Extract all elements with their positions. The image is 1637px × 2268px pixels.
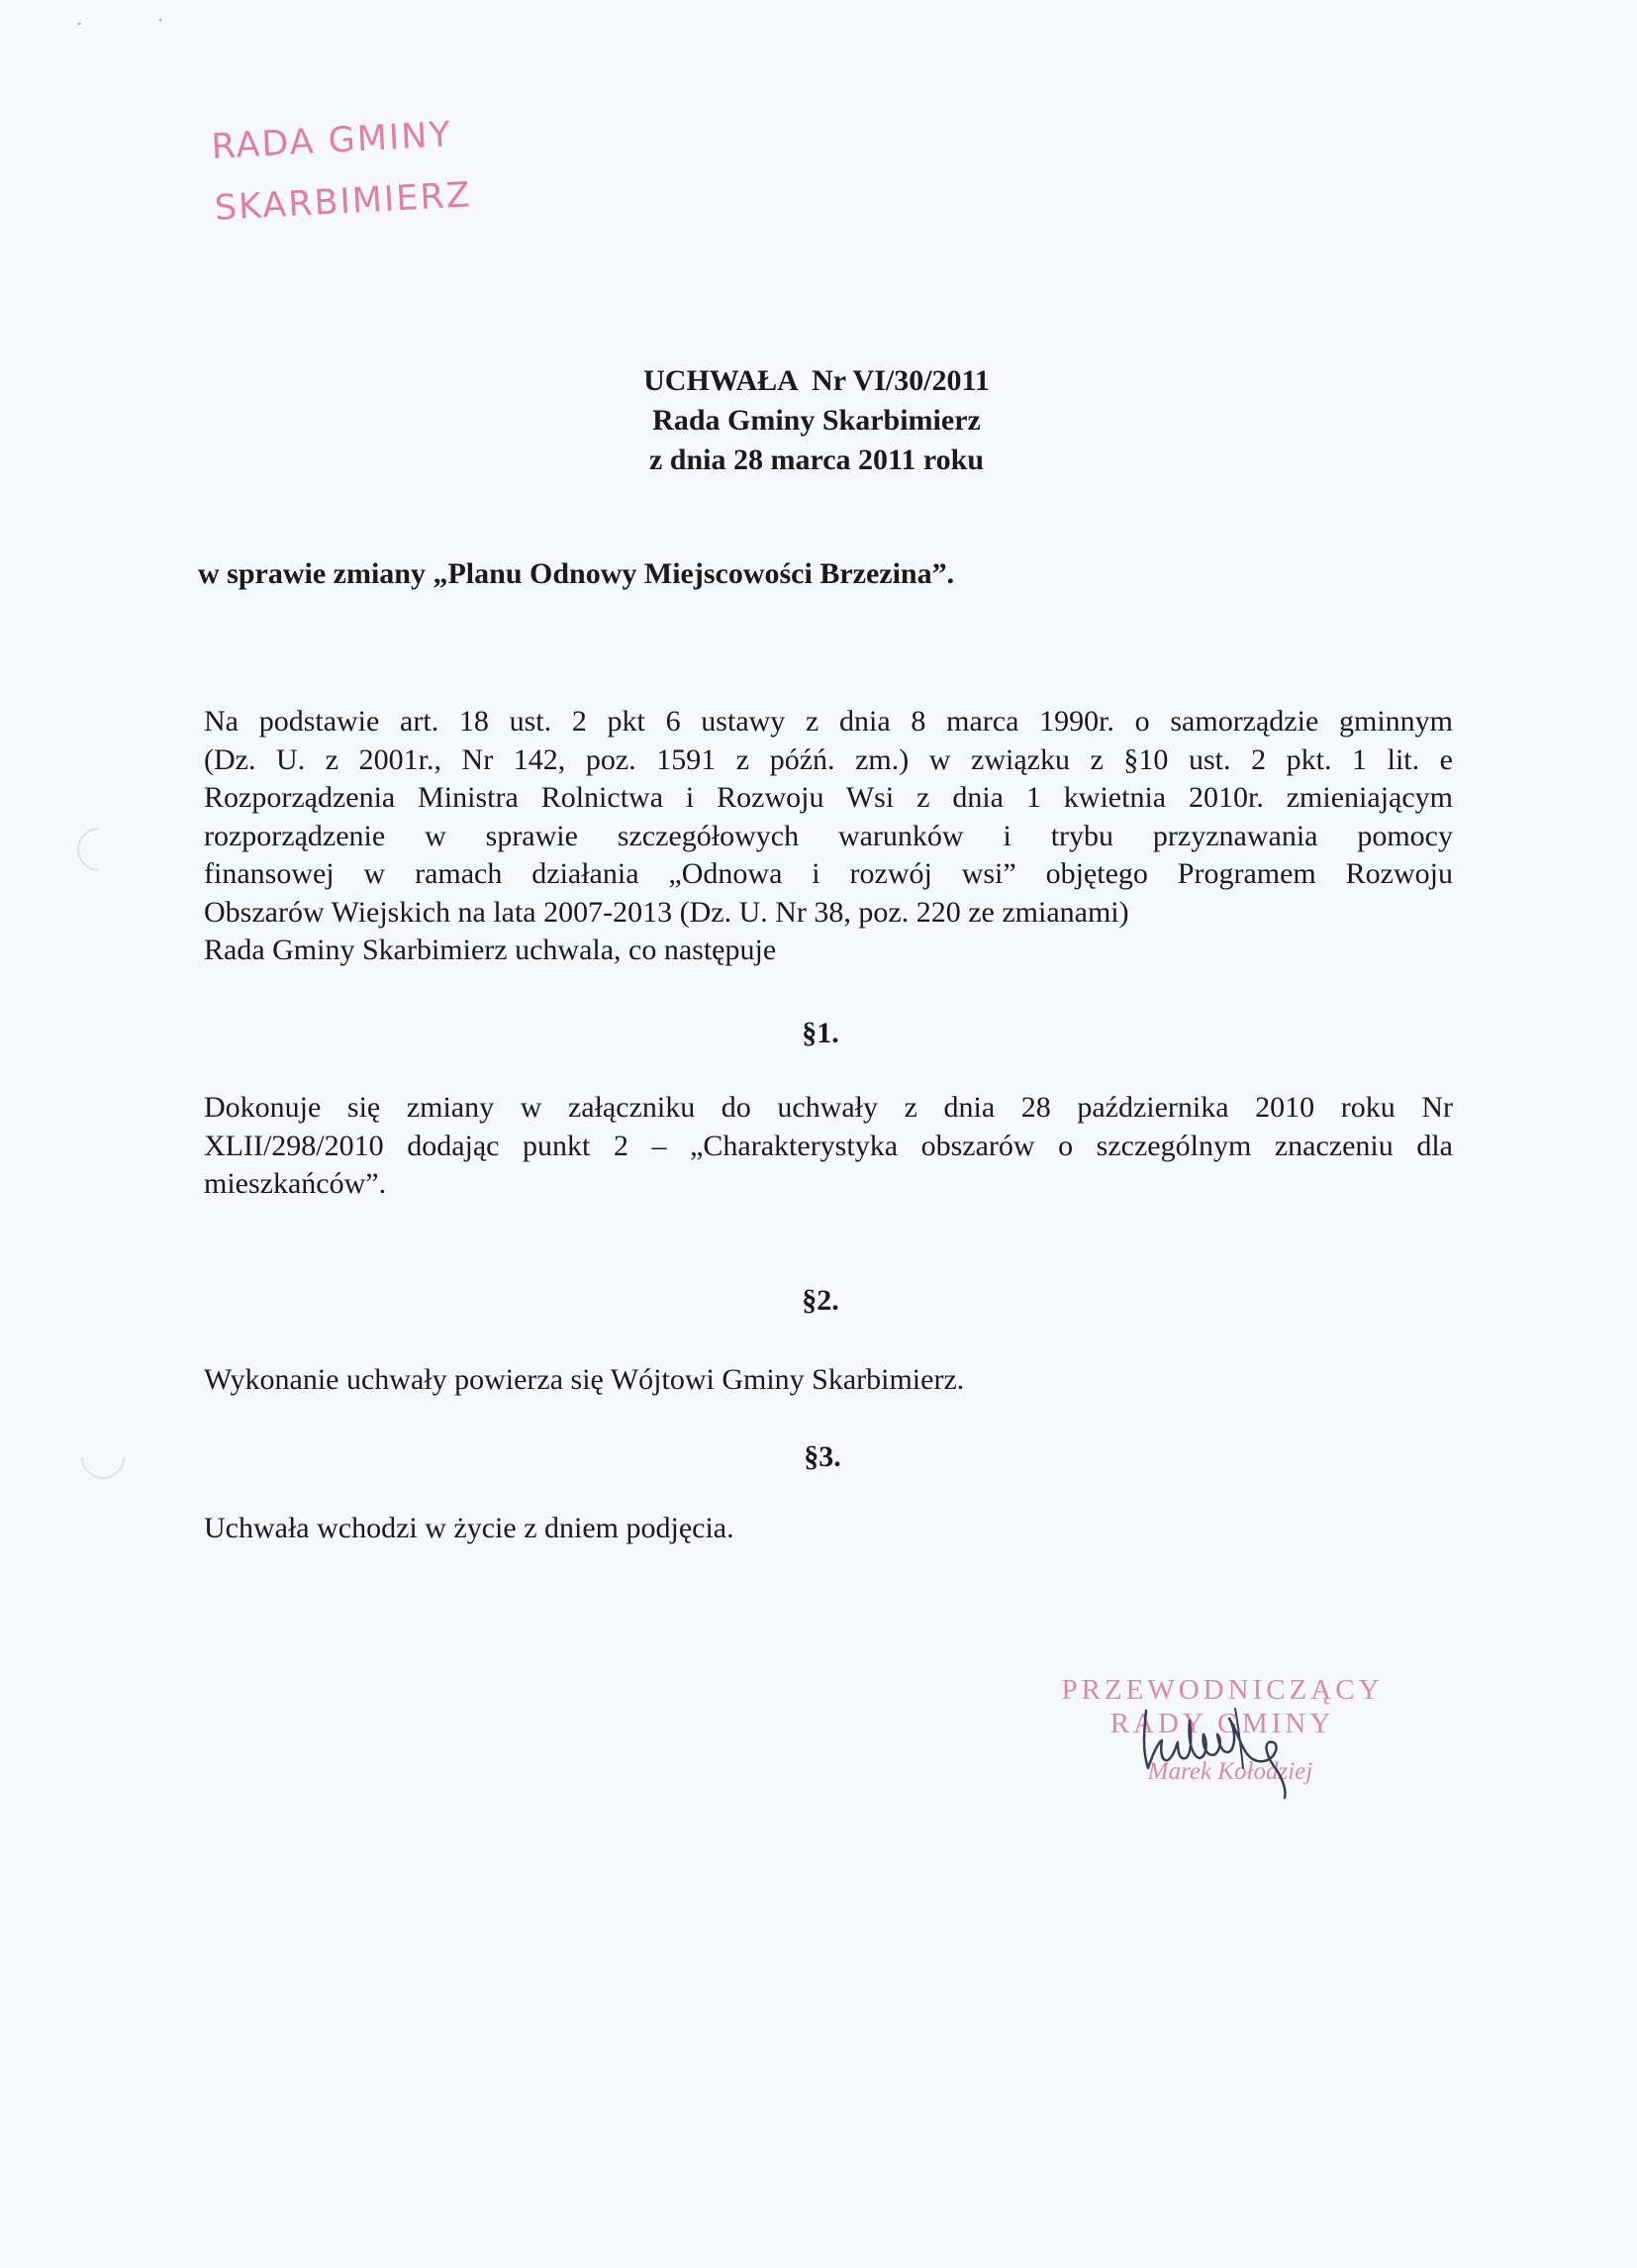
preamble-line: Rada Gminy Skarbimierz uchwala, co następuje <box>204 934 777 966</box>
stamp-line-1: RADA GMINY <box>210 115 453 167</box>
preamble-line: Na podstawie art. 18 ust. 2 pkt 6 ustawy z dnia 8 marca 1990r. o samorządzie gminnym <box>204 705 1453 738</box>
preamble-line: Rozporządzenia Ministra Rolnictwa i Rozwoju Wsi z dnia 1 kwietnia 2010r. zmieniającym <box>204 781 1453 814</box>
stamp-chairman-name: Marek Kołodziej <box>1147 1758 1313 1785</box>
punch-hole-mark <box>72 1427 134 1488</box>
stamp-role-line-1: PRZEWODNICZĄCY <box>1061 1674 1384 1706</box>
section-3-heading: §3. <box>804 1440 841 1473</box>
resolution-subject: w sprawie zmiany „Planu Odnowy Miejscowości Brzezina”. <box>198 557 955 590</box>
resolution-title: UCHWAŁA Nr VI/30/2011 <box>643 364 990 397</box>
preamble-line: (Dz. U. z 2001r., Nr 142, poz. 1591 z późń. zm.) w związku z §10 ust. 2 pkt. 1 lit. e <box>204 742 1453 776</box>
preamble-paragraph <box>204 703 1453 970</box>
handwritten-signature <box>1138 1691 1306 1800</box>
resolution-date: z dnia 28 marca 2011 roku <box>648 444 985 476</box>
section-2-line: Wykonanie uchwały powierza się Wójtowi Gminy Skarbimierz. <box>204 1363 965 1396</box>
resolution-header <box>0 361 1637 480</box>
preamble-line: finansowej w ramach działania „Odnowa i rozwój wsi” objętego Programem Rozwoju <box>204 857 1453 890</box>
section-1-paragraph <box>204 1089 1453 1204</box>
stamp-line-2: SKARBIMIERZ <box>213 175 473 229</box>
preamble-line: Obszarów Wiejskich na lata 2007-2013 (Dz. U. Nr 38, poz. 220 ze zmianami) <box>204 895 1129 929</box>
section-3-paragraph <box>204 1510 734 1548</box>
section-1-line: mieszkańców”. <box>204 1167 387 1200</box>
section-1-heading: §1. <box>802 1017 839 1049</box>
section-1-line: Dokonuje się zmiany w załączniku do uchwały z dnia 28 października 2010 roku Nr <box>204 1091 1453 1124</box>
resolution-issuer: Rada Gminy Skarbimierz <box>652 404 981 437</box>
scan-marks <box>69 14 188 34</box>
section-2-paragraph <box>204 1361 964 1400</box>
organization-stamp <box>210 101 523 240</box>
punch-hole-mark <box>68 819 130 880</box>
section-1-line: XLII/298/2010 dodając punkt 2 – „Charakterystyka obszarów o szczególnym znaczeniu dla <box>204 1129 1453 1162</box>
section-2-heading: §2. <box>802 1284 839 1317</box>
preamble-line: rozporządzenie w sprawie szczegółowych warunków i trybu przyznawania pomocy <box>204 819 1453 852</box>
section-3-line: Uchwała wchodzi w życie z dniem podjęcia. <box>204 1512 734 1544</box>
stamp-role-line-2: RADY GMINY <box>1109 1708 1335 1739</box>
